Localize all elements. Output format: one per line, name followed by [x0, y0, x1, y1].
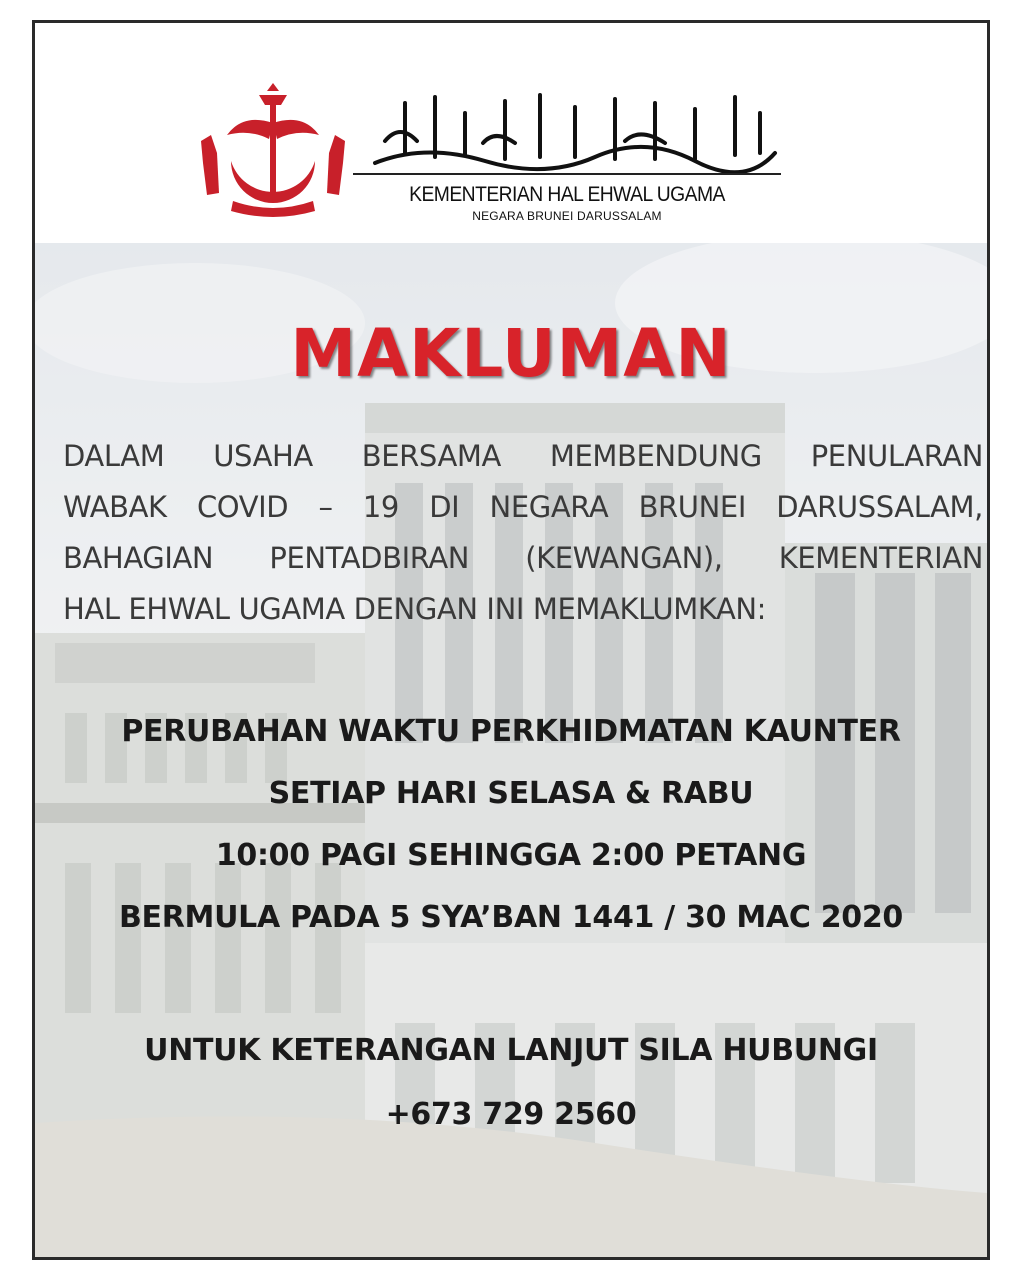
notice-title: MAKLUMAN — [290, 315, 732, 392]
brunei-crest-icon — [193, 83, 353, 227]
intro-line: WABAK COVID – 19 DI NEGARA BRUNEI DARUSSALAM, — [63, 490, 983, 524]
details-line: BERMULA PADA 5 SYA’BAN 1441 / 30 MAC 2020 — [118, 900, 903, 935]
details-line: 10:00 PAGI SEHINGGA 2:00 PETANG — [215, 838, 807, 873]
intro-line: DALAM USAHA BERSAMA MEMBENDUNG PENULARAN — [63, 439, 983, 473]
ministry-header — [35, 23, 987, 241]
intro-line: BAHAGIAN PENTADBIRAN (KEWANGAN), KEMENTERIAN — [63, 541, 983, 575]
contact-section — [35, 1019, 987, 1147]
details-line: SETIAP HARI SELASA & RABU — [268, 776, 754, 811]
contact-phone[interactable]: +673 729 2560 — [385, 1097, 637, 1132]
poster-frame — [32, 20, 990, 1260]
header-divider — [353, 173, 781, 175]
service-hours-details — [35, 701, 987, 949]
contact-label: UNTUK KETERANGAN LANJUT SILA HUBUNGI — [144, 1033, 878, 1068]
intro-line: HAL EHWAL UGAMA DENGAN INI MEMAKLUMKAN: — [63, 592, 767, 626]
notice-intro — [63, 431, 983, 635]
country-name: NEGARA BRUNEI DARUSSALAM — [472, 209, 662, 223]
ministry-name: KEMENTERIAN HAL EHWAL UGAMA — [409, 183, 725, 206]
arabic-calligraphy-logo — [365, 83, 785, 177]
details-line: PERUBAHAN WAKTU PERKHIDMATAN KAUNTER — [121, 714, 901, 749]
